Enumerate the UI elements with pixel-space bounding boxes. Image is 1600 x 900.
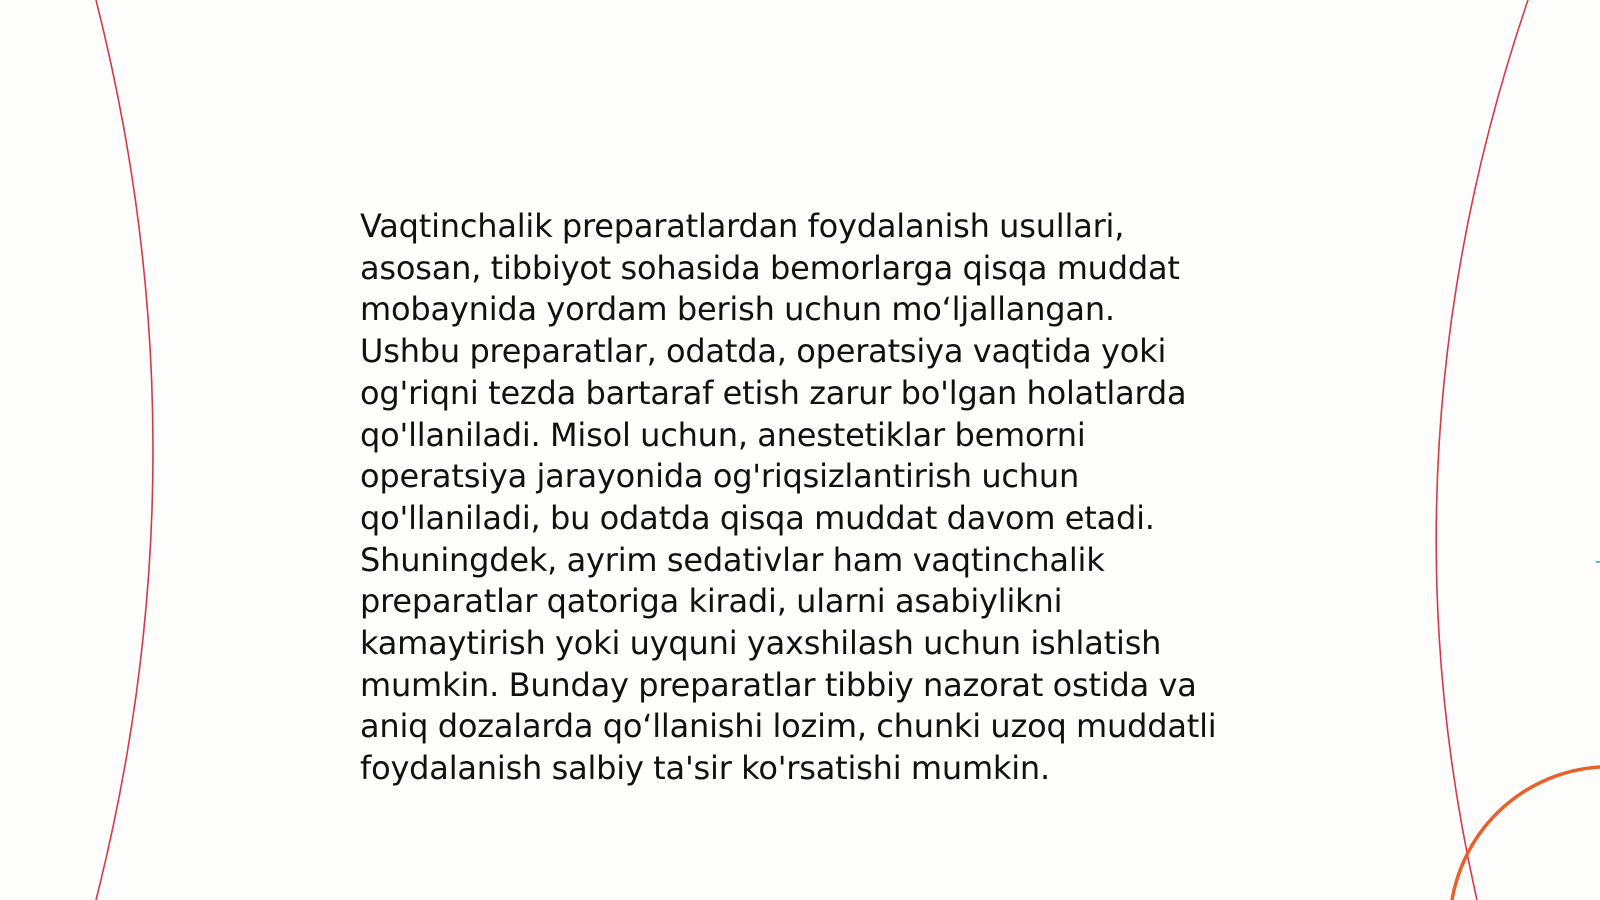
body-line: foydalanish salbiy ta'sir ko'rsatishi mumkin.: [360, 749, 1050, 788]
left-curve-line: [96, 0, 153, 900]
body-line: mobaynida yordam berish uchun mo‘ljallangan.: [360, 290, 1115, 329]
body-line: kamaytirish yoki uyquni yaxshilash uchun ishlatish: [360, 624, 1162, 663]
body-line: Vaqtinchalik preparatlardan foydalanish usullari,: [360, 207, 1125, 245]
body-line: qo'llaniladi. Misol uchun, anestetiklar bemorni: [360, 415, 1086, 454]
body-line: Shuningdek, ayrim sedativlar ham vaqtinchalik: [360, 540, 1105, 579]
body-line: preparatlar qatoriga kiradi, ularni asabiylikni: [360, 582, 1063, 621]
body-paragraph: [360, 206, 1260, 790]
body-line: mumkin. Bunday preparatlar tibbiy nazorat ostida va: [360, 665, 1197, 704]
body-line: operatsiya jarayonida og'riqsizlantirish uchun: [360, 457, 1080, 496]
body-line: Ushbu preparatlar, odatda, operatsiya vaqtida yoki: [360, 332, 1167, 371]
body-line: qo'llaniladi, bu odatda qisqa muddat davom etadi.: [360, 498, 1155, 537]
body-line: asosan, tibbiyot sohasida bemorlarga qisqa muddat: [360, 248, 1180, 287]
body-line: aniq dozalarda qo‘llanishi lozim, chunki uzoq muddatli: [360, 707, 1217, 746]
body-line: og'riqni tezda bartaraf etish zarur bo'lgan holatlarda: [360, 373, 1187, 412]
orange-arc: [1452, 767, 1600, 900]
right-curve-line: [1436, 0, 1528, 900]
